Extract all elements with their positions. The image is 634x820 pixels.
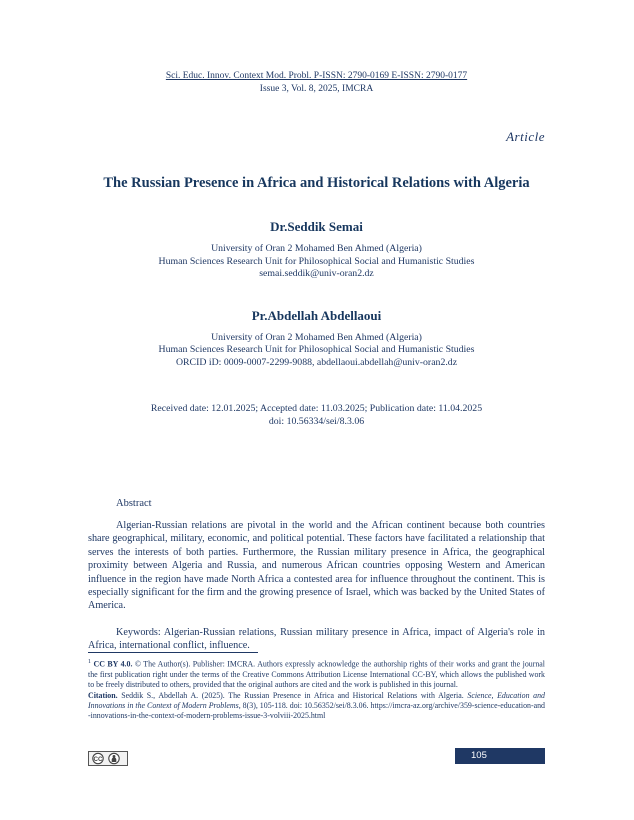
doi-line: doi: 10.56334/sei/8.3.06 — [268, 416, 365, 427]
journal-header-link[interactable]: Sci. Educ. Innov. Context Mod. Probl. P-ISSN: 2790-0169 E-ISSN: 2790-0177 — [165, 71, 468, 81]
abstract-heading: Abstract — [116, 498, 152, 509]
license-footnote — [88, 657, 545, 691]
abstract-text: Algerian-Russian relations are pivotal in the world and the African continent because both countries share geographical, military, economic, and political potential. These factors have facilitated a relationship that serves the interests of both parties. Furthermore, the Russian military presence in Africa, the geographical proximity between Algeria and Russia, and numerous African countries opposing Western and American influence in the region have made North Africa a contested area for influence throughout the continent. This is especially significant for the firm and the growing presence of Israel, which was backed by the United States of America. — [88, 520, 545, 612]
article-type-label: Article — [506, 129, 545, 144]
citation-journal-name: Science, Education and Innovations in the Context of Modern Problems, — [88, 690, 545, 710]
author-contact: semai.seddik@univ-oran2.dz — [259, 268, 374, 279]
page-number-badge — [455, 748, 545, 764]
page-content — [88, 70, 545, 653]
author-block-2 — [88, 308, 545, 370]
footnote-divider — [88, 652, 258, 653]
author-affiliation: Human Sciences Research Unit for Philosophical Social and Humanistic Studies — [158, 344, 475, 355]
keywords-line: Keywords: Algerian-Russian relations, Russian military presence in Africa, impact of Algeria's role in Africa, international conflict, influence. — [88, 626, 545, 652]
author-affiliation: University of Oran 2 Mohamed Ben Ahmed (Algeria) — [211, 243, 422, 254]
citation-label: Citation. — [88, 690, 118, 700]
author-name: Dr.Seddik Semai — [270, 219, 363, 234]
license-label: CC BY 4.0. — [93, 659, 133, 669]
citation-footnote — [88, 691, 545, 722]
author-contact: ORCID iD: 0009-0007-2299-9088, abdellaoui.abdellah@univ-oran2.dz — [175, 356, 458, 368]
page-number: 105 — [471, 750, 487, 761]
footnote-marker: 1 — [88, 659, 91, 665]
citation-url-link[interactable]: https://imcra-az.org/archive/359-science-education-and-innovations-in-the-context-of-modern-problems-issue-3-volviii-2025.html — [88, 700, 545, 721]
cc-by-license-badge[interactable] — [88, 751, 128, 771]
article-title: The Russian Presence in Africa and Historical Relations with Algeria — [103, 175, 530, 191]
license-text: © The Author(s). Publisher: IMCRA. Authors expressly acknowledge the authorship rights of their works and grant the journal the first publication right under the terms of the Creative Commons Attribution License International CC-BY, which allows the published work to be freely distributed to others, provided that the original authors are cited and the work is published in this journal. — [88, 659, 545, 690]
author-affiliation: University of Oran 2 Mohamed Ben Ahmed (Algeria) — [211, 331, 422, 343]
citation-tail: 8(3), 105-118. doi: 10.56352/sei/8.3.06. — [240, 700, 371, 710]
dates-line: Received date: 12.01.2025; Accepted date: 11.03.2025; Publication date: 11.04.2025 — [150, 403, 483, 414]
svg-text:CC: CC — [93, 756, 103, 763]
author-affiliation: Human Sciences Research Unit for Philosophical Social and Humanistic Studies — [158, 255, 475, 267]
issue-line: Issue 3, Vol. 8, 2025, IMCRA — [259, 84, 374, 94]
citation-text: Seddik S., Abdellah A. (2025). The Russian Presence in Africa and Historical Relations with Algeria. — [117, 690, 468, 700]
author-name: Pr.Abdellah Abdellaoui — [251, 307, 382, 323]
footnote-area — [88, 652, 545, 721]
author-block-1 — [88, 219, 545, 281]
cc-by-icon — [88, 751, 128, 766]
